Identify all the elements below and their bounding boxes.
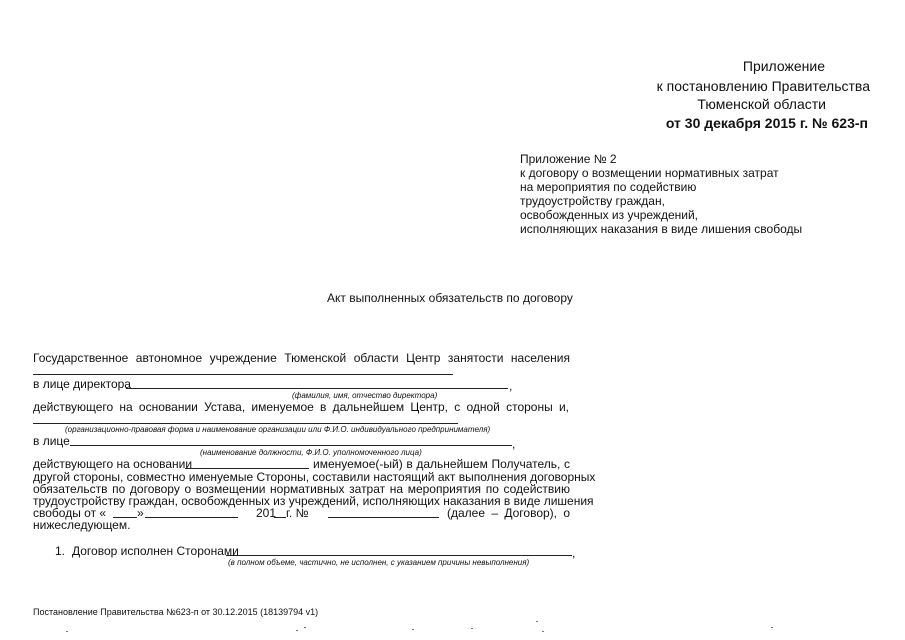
- scan-speck: [296, 630, 298, 631]
- body-line-10e: (далее – Договор), о: [447, 506, 570, 520]
- item-1-text: Договор исполнен Сторонами: [72, 544, 239, 558]
- scan-speck: [66, 631, 68, 632]
- body-line-10c: 201: [256, 506, 277, 520]
- org-caption: (организационно-правовая форма и наименование организации или Ф.И.О. индивидуального предпринимателя): [65, 425, 491, 434]
- body-line-3: действующего на основании Устава, именуемое в дальнейшем Центр, с одной стороны и,: [33, 400, 569, 414]
- body-line-11: нижеследующем.: [33, 518, 131, 532]
- org-fill-line: [33, 423, 458, 424]
- face-label: в лице: [33, 434, 70, 448]
- basis-fill-line: [185, 468, 309, 469]
- body-line-6b: именуемое(-ый) в дальнейшем Получатель, с: [313, 457, 570, 471]
- item-1-fill-line: [226, 555, 572, 556]
- header-line-1: Приложение: [742, 58, 825, 74]
- header-line-2: к постановлению Правительства: [656, 78, 870, 94]
- scan-speck: [412, 629, 414, 630]
- body-line-10b: »: [137, 506, 144, 520]
- scan-speck: [304, 627, 306, 628]
- body-line-7: другой стороны, совместно именуемые Стороны, составили настоящий акт выполнения договорных: [33, 470, 596, 484]
- month-fill-line: [145, 517, 238, 518]
- year-fill-line: [274, 517, 286, 518]
- face-caption: (наименование должности, Ф.И.О. уполномоченного лица): [200, 448, 422, 457]
- appendix-line: к договору о возмещении нормативных затрат: [520, 166, 779, 180]
- appendix-line: исполняющих наказания в виде лишения свободы: [520, 222, 803, 236]
- appendix-line: освобожденных из учреждений,: [520, 208, 698, 222]
- appendix-line: Приложение № 2: [520, 152, 617, 166]
- scan-speck: [771, 627, 773, 628]
- body-line-9: трудоустройству граждан, освобожденных из учреждений, исполняющих наказания в виде лишения: [33, 494, 594, 508]
- body-line-10a: свободы от «: [33, 506, 107, 520]
- director-fill-line: [126, 388, 508, 389]
- body-line-6a: действующего на основании: [33, 457, 193, 471]
- comma: ,: [572, 546, 576, 560]
- comma: ,: [512, 437, 516, 451]
- footer-text: Постановление Правительства №623-п от 30.12.2015 (18139794 v1): [33, 607, 319, 617]
- scan-speck: [542, 631, 544, 632]
- face-fill-line: [70, 445, 512, 446]
- appendix-line: на мероприятия по содействию: [520, 180, 697, 194]
- header-line-3: Тюменской области: [697, 96, 826, 112]
- scan-speck: [471, 628, 473, 629]
- comma: ,: [509, 379, 513, 393]
- item-1-number: 1.: [55, 544, 66, 558]
- header-line-4: от 30 декабря 2015 г. № 623-п: [665, 115, 868, 131]
- item-1-caption: (в полном объеме, частично, не исполнен, с указанием причины невыполнения): [228, 558, 530, 567]
- director-caption: (фамилия, имя, отчество директора): [292, 391, 438, 400]
- body-line-1: Государственное автономное учреждение Тюменской области Центр занятости населения: [33, 351, 570, 365]
- number-fill-line: [328, 517, 439, 518]
- appendix-block: [520, 152, 802, 236]
- appendix-line: трудоустройству граждан,: [520, 194, 665, 208]
- fill-line: [33, 374, 453, 375]
- body-line-10d: г. №: [286, 506, 309, 520]
- body-line-8: обязательств по договору о возмещении нормативных затрат на мероприятия по содействию: [33, 482, 570, 496]
- scan-speck: [536, 621, 538, 622]
- document-title: Акт выполненных обязательств по договору: [327, 291, 573, 305]
- director-label: в лице директора: [33, 377, 131, 391]
